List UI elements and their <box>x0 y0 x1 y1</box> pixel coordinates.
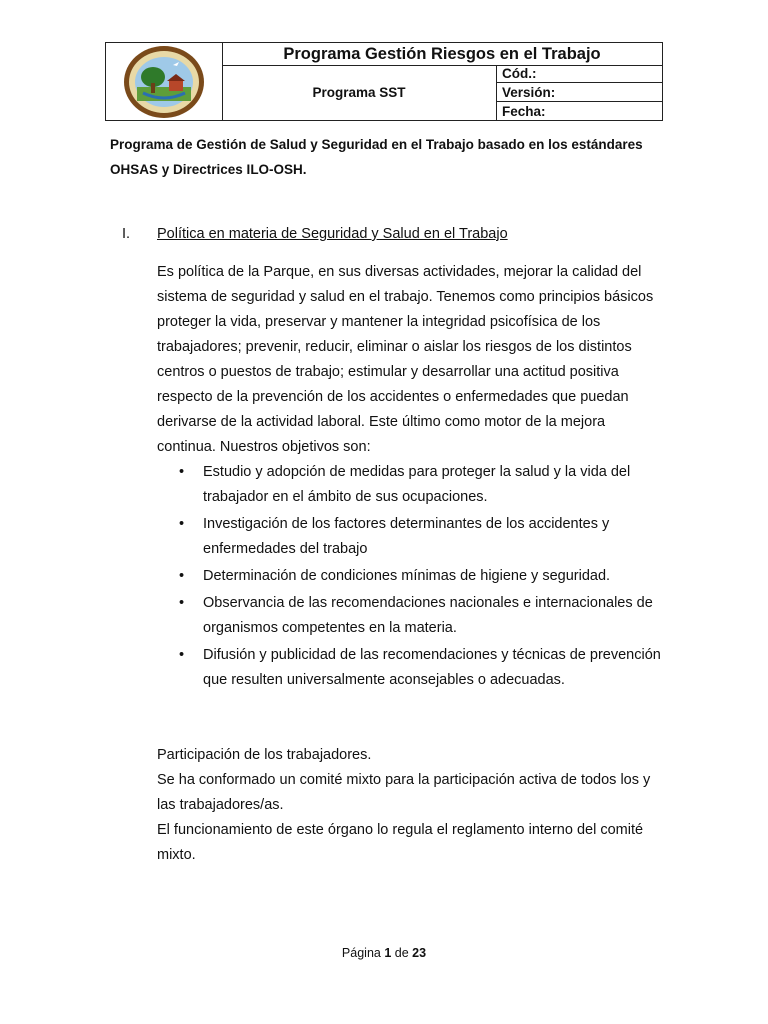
list-item <box>157 591 667 641</box>
list-item <box>157 460 667 510</box>
section-title: Política en materia de Seguridad y Salud en el Trabajo <box>157 226 508 242</box>
header-title: Programa Gestión Riesgos en el Trabajo <box>222 43 662 66</box>
list-item <box>157 564 667 589</box>
bullet-icon: • <box>179 568 185 584</box>
bullet-icon: • <box>179 647 185 663</box>
bullet-icon: • <box>179 595 185 611</box>
of-word: de <box>394 946 409 960</box>
list-item <box>157 643 667 693</box>
current-page-number: 1 <box>384 946 392 960</box>
list-item-text: Determinación de condiciones mínimas de higiene y seguridad. <box>203 568 611 584</box>
list-item-text: Difusión y publicidad de las recomendaciones y técnicas de prevención que resulten universalmente aconsejables o adecuadas. <box>203 647 661 688</box>
logo-cell <box>106 43 223 120</box>
participation-line-1: Se ha conformado un comité mixto para la participación activa de todos los y las trabajadores/as. <box>157 772 651 813</box>
list-item <box>157 512 667 562</box>
bullet-icon: • <box>179 464 185 480</box>
intro-heading: Programa de Gestión de Salud y Seguridad en el Trabajo basado en los estándares OHSAS y Directrices ILO-OSH. <box>110 137 643 177</box>
page-footer <box>0 946 768 960</box>
list-item-text: Observancia de las recomendaciones nacionales e internacionales de organismos competentes en la materia. <box>203 595 653 636</box>
participation-heading: Participación de los trabajadores. <box>157 747 372 763</box>
bullet-icon: • <box>179 516 185 532</box>
list-item-text: Estudio y adopción de medidas para proteger la salud y la vida del trabajador en el ámbito de sus ocupaciones. <box>203 464 631 505</box>
total-pages-number: 23 <box>412 946 427 960</box>
code-field: Cód.: <box>496 65 662 83</box>
participation-line-2: El funcionamiento de este órgano lo regula el reglamento interno del comité mixto. <box>157 822 644 863</box>
park-seal-logo-icon <box>123 45 205 119</box>
page-word: Página <box>341 946 381 960</box>
program-name: Programa SST <box>222 65 497 120</box>
date-field: Fecha: <box>502 104 546 119</box>
objectives-list <box>157 460 667 695</box>
policy-paragraph: Es política de la Parque, en sus diversas actividades, mejorar la calidad del sistema de seguridad y salud en el trabajo. Tenemos como principios básicos proteger la vida, preservar y mantener la integridad psicofísica de los trabajadores; prevenir, reducir, eliminar o aislar los riesgos de los distintos centros o puestos de trabajo; estimular y desarrollar una actitud positiva respecto de la prevención de los accidentes o enfermedades que puedan derivarse de la actividad laboral. Este último como motor de la mejora continua. Nuestros objetivos son: <box>157 264 654 455</box>
list-item-text: Investigación de los factores determinantes de los accidentes y enfermedades del trabajo <box>203 516 610 557</box>
version-field: Versión: <box>496 84 662 102</box>
participation-section <box>157 743 667 868</box>
section-number: I. <box>122 226 131 242</box>
document-header-table <box>105 42 663 121</box>
